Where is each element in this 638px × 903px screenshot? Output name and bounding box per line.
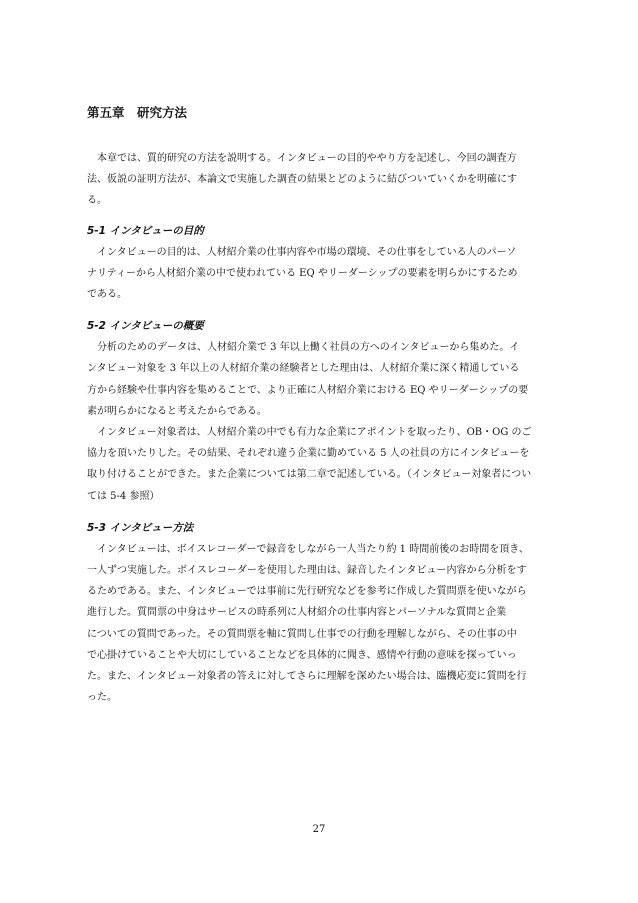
section-paragraph (87, 539, 549, 709)
chapter-title: 第五章 研究方法 (87, 105, 188, 120)
section-5-1 (87, 224, 549, 306)
paragraph-line: った。 (87, 692, 117, 704)
paragraph-line: 分析のためのデータは、人材紹介業で 3 年以上働く社員の方へのインタビューから集めた。イ (97, 342, 520, 354)
paragraph-line: 本章では、質的研究の方法を説明する。インタビューの目的ややり方を記述し、今回の調査方 (97, 153, 517, 164)
paragraph-line: インタビュー対象者は、人材紹介業の中でも有力な企業にアポイントを取ったり、OB・OG のご (97, 427, 532, 439)
paragraph-line: 進行した。質問票の中身はサービスの時系列に人材紹介の仕事内容とパーソナルな質問と企業 (87, 607, 507, 619)
paragraph-line: である。 (87, 289, 127, 301)
paragraph-line: についての質問であった。その質問票を軸に質問し仕事での行動を理解しながら、その仕事の中 (87, 628, 517, 640)
paragraph-line: 協力を頂いたりした。その結果、それぞれ違う企業に勤めている 5 人の社員の方にインタビューを (87, 448, 530, 460)
paragraph-line: 一人ずつ実施した。ボイスレコーダーを使用した理由は、録音したインタビュー内容から分析をす (87, 565, 527, 577)
paragraph-line: 取り付けることができた。また企業については第二章で記述している。（インタビュー対象者につい (87, 469, 532, 481)
paragraph-line: インタビューの目的は、人材紹介業の仕事内容や市場の環境、その仕事をしている人のパーソ (97, 246, 517, 258)
paragraph-line: るためである。また、インタビューでは事前に先行研究などを参考に作成した質問票を使いながら (87, 586, 527, 598)
paragraph-line: 法、仮説の証明方法が、本論文で実施した調査の結果とどのように結びついていくかを明確にす (87, 174, 517, 186)
page-number: 27 (312, 824, 326, 835)
paragraph-line: 素が明らかになると考えたからである。 (87, 405, 267, 417)
paragraph-line: ては 5-4 参照） (87, 490, 160, 502)
paragraph-line: 方から経験や仕事内容を集めることで、より正確に人材紹介業における EQ やリーダーシップの要 (87, 384, 529, 396)
paragraph-line: で心掛けていることや大切にしていることなどを具体的に聞き、感情や行動の意味を探っていっ (87, 649, 517, 661)
page-content (87, 104, 549, 708)
paragraph-line: た。また、インタビュー対象者の答えに対してさらに理解を深めたい場合は、臨機応変に質問を行 (87, 671, 527, 683)
paragraph-line: ンタビュー対象を 3 年以上の人材紹介業の経験者とした理由は、人材紹介業に深く精通している (87, 363, 520, 375)
intro-paragraph (87, 148, 549, 212)
section-5-2 (87, 319, 549, 507)
paragraph-line: ナリティーから人材紹介業の中で使われている EQ やリーダーシップの要素を明らかにするため (87, 267, 518, 279)
section-heading: 5-2 インタビューの概要 (87, 320, 204, 333)
section-paragraph (87, 337, 549, 422)
paragraph-line: インタビューは、ボイスレコーダーで録音をしながら一人当たり約 1 時間前後のお時間を頂き、 (97, 543, 529, 555)
paragraph-line: る。 (87, 195, 107, 207)
section-heading: 5-3 インタビュー方法 (87, 521, 194, 534)
section-paragraph (87, 422, 549, 507)
section-5-3 (87, 521, 549, 709)
section-heading: 5-1 インタビューの目的 (87, 224, 204, 237)
section-paragraph (87, 242, 549, 306)
